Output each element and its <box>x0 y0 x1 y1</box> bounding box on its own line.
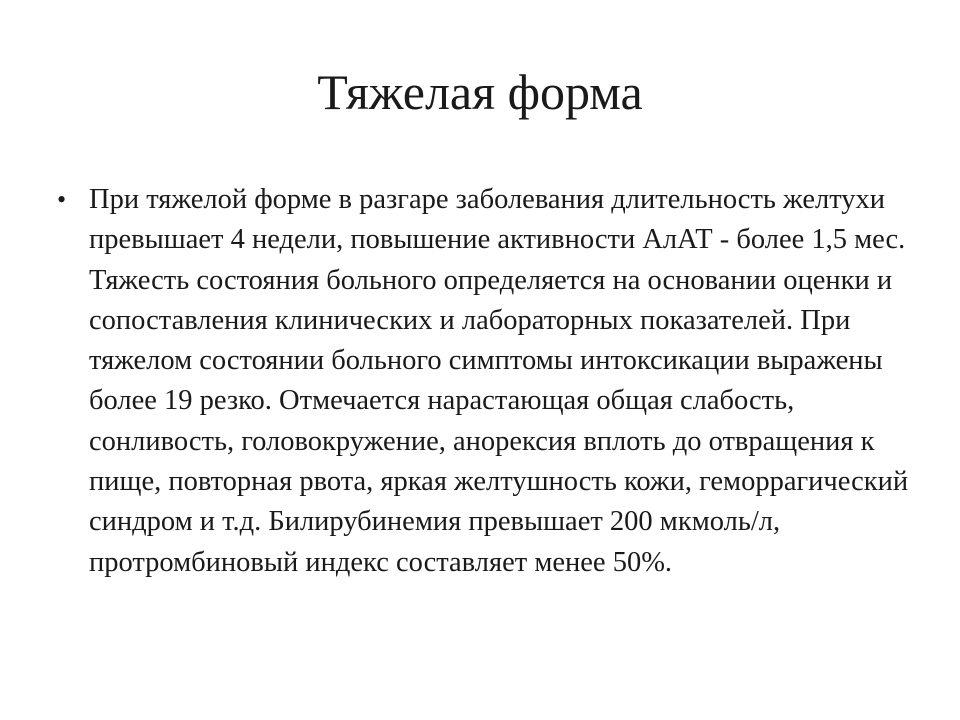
slide-title: Тяжелая форма <box>317 64 643 120</box>
bullet-item <box>55 180 915 583</box>
bullet-dot-icon: • <box>57 185 67 214</box>
bullet-list <box>55 180 915 583</box>
bullet-text: При тяжелой форме в разгаре заболевания длительность желтухи превышает 4 недели, повышение активности АлАТ - более 1,5 мес. Тяжесть состояния больного определяется на основании оценки и сопоставления клинических и лабораторных показателей. При тяжелом состоянии больного симптомы интоксикации выражены более 19 резко. Отмечается нарастающая общая слабость, сонливость, головокружение, анорексия вплоть до отвращения к пище, повторная рвота, яркая желтушность кожи, геморрагический синдром и т.д. Билирубинемия превышает 200 мкмоль/л, протромбиновый индекс составляет менее 50%. <box>89 184 909 578</box>
